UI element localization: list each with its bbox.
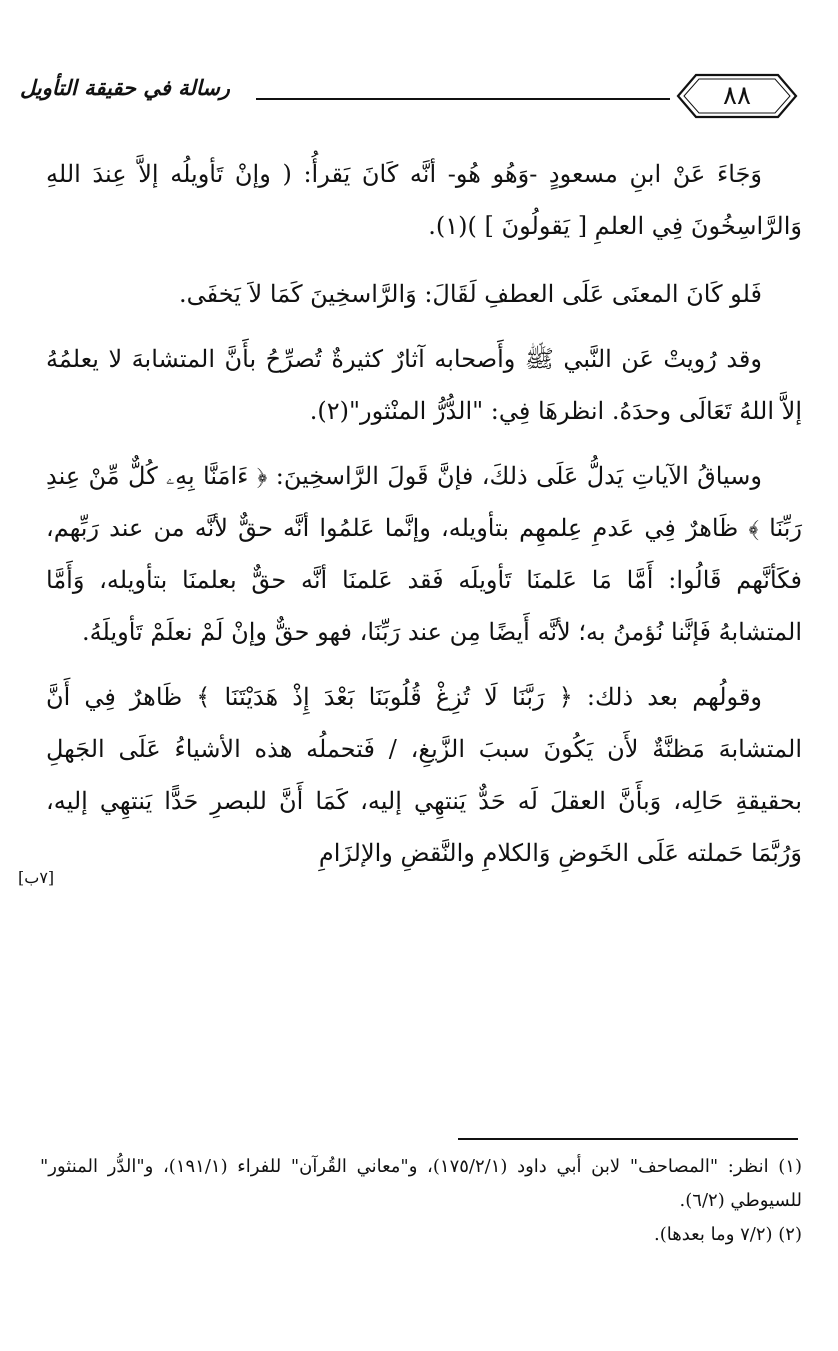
main-text <box>46 148 802 892</box>
manuscript-folio-marker: [٧ب] <box>18 868 55 887</box>
paragraph-2: فَلو كَانَ المعنَى عَلَى العطفِ لَقَالَ: وَالرَّاسخِينَ كَمَا لاَ يَخفَى. <box>178 280 762 308</box>
paragraph-5: وقولُهم بعد ذلك: ﴿ رَبَّنَا لَا تُزِغْ قُلُوبَنَا بَعْدَ إِذْ هَدَيْتَنَا ﴾ ظَاهرٌ فِي أَنَّ المتشابهَ مَظنَّةٌ لأَن يَكُونَ سببَ الزَّيغِ، / فَتحملُه هذه الأشياءُ عَلَى الجَهلِ بحقيقةِ حَالِه، وَبأَنَّ العقلَ لَه حَدٌّ يَنتهِي إليه، كَمَا أَنَّ للبصرِ حَدًّا يَنتهِي إليه، وَرُبَّمَا حَملته عَلَى الخَوضِ وَالكلامِ والنَّقضِ والإلزَامِ <box>46 683 803 867</box>
footnotes <box>40 1150 802 1252</box>
footnote-1: (١) انظر: "المصاحف" لابن أبي داود (١٧٥/٢/١)، و"معاني القُرآن" للفراء (١٩١/١)، و"الدُّر المنثور" للسيوطي (٦/٢). <box>40 1156 802 1211</box>
footnote-2: (٢) (٧/٢ وما بعدها). <box>653 1224 802 1245</box>
paragraph-3: وقد رُويتْ عَن النَّبي ﷺ وأَصحابه آثارٌ كثيرةٌ تُصرِّحُ بأَنَّ المتشابهَ لا يعلمُهُ إلاَّ اللهُ تَعَالَى وحدَهُ. انظرهَا فِي: "الدُّرُّ المنْثور"(٢). <box>46 345 802 425</box>
page-header <box>20 72 800 120</box>
page-number-badge <box>674 72 800 120</box>
footnote-separator <box>458 1138 798 1140</box>
header-rule <box>256 98 670 100</box>
running-title: رسالة في حقيقة التأويل <box>20 76 230 100</box>
page-number: ٨٨ <box>723 81 751 111</box>
paragraph-1: وَجَاءَ عَنْ ابنِ مسعودٍ -وَهُو هُو- أنَّه كَانَ يَقرأُ: ( وإنْ تَأويلُه إلاَّ عِندَ اللهِ وَالرَّاسِخُونَ فِي العلمِ [ يَقولُونَ ] )(١). <box>46 160 802 240</box>
paragraph-4: وسياقُ الآياتِ يَدلُّ عَلَى ذلكَ، فإنَّ قَولَ الرَّاسخِينَ: ﴿ ءَامَنَّا بِهِۦ كُلٌّ مِّنْ عِندِ رَبِّنَا ﴾ ظَاهرٌ فِي عَدمِ عِلمهِم بتأويله، وإنَّما عَلمُوا أنَّه حقٌّ لأنَّه من عند رَبِّهم، فكَأنَّهم قَالُوا: أَمَّا مَا عَلمنَا تَأويلَه فَقد عَلمنَا أنَّه حقٌّ بعلمنَا بتأويله، وَأَمَّا المتشابهُ فَإنَّنا نُؤمنُ به؛ لأنَّه أَيضًا مِن عند رَبِّنَا، فهو حقٌّ وإنْ لَمْ نعلَمْ تَأويلَهُ. <box>46 462 802 646</box>
